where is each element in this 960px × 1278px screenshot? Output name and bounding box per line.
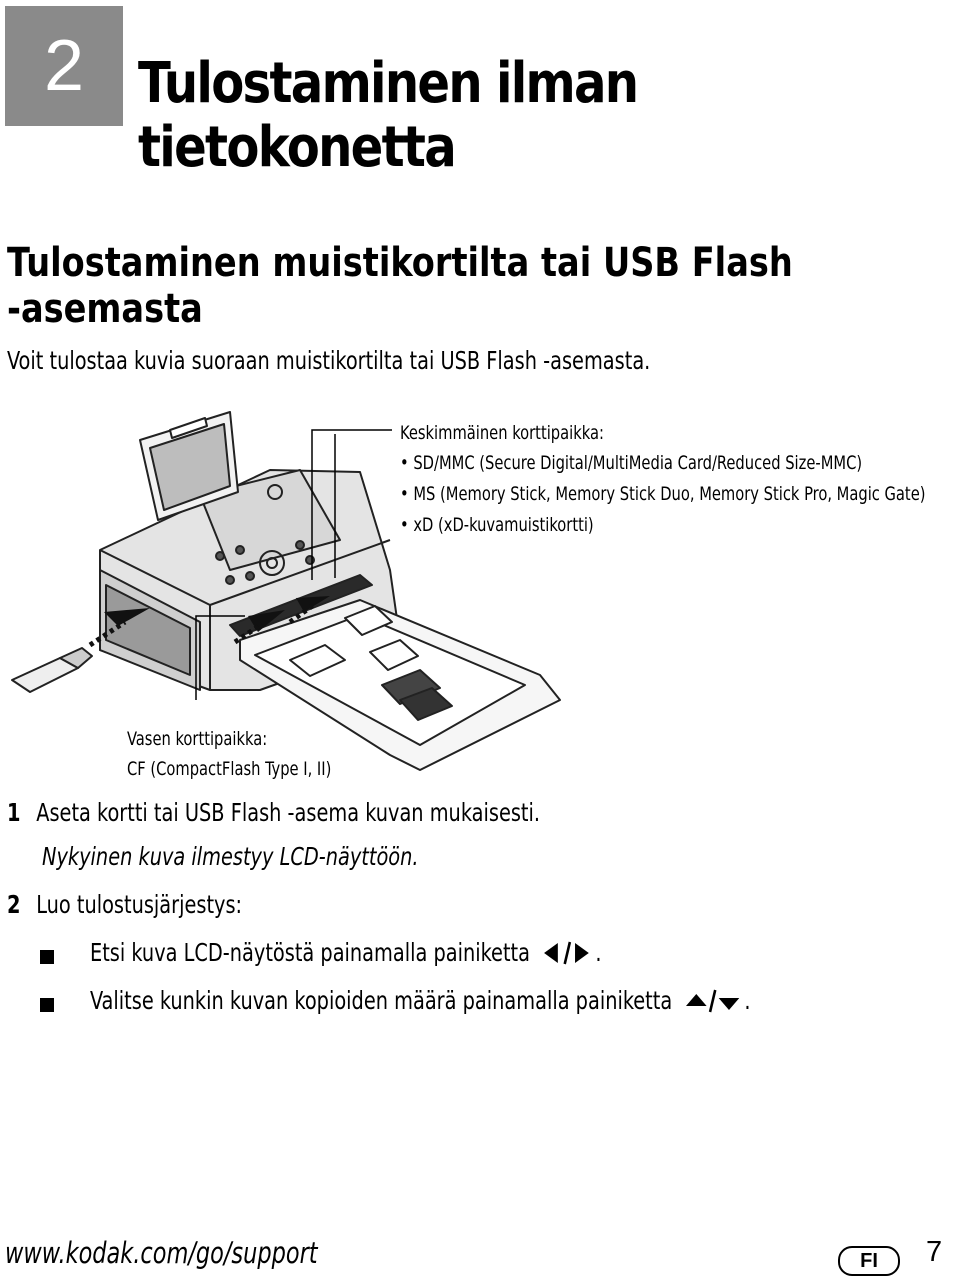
bullet-end: . — [744, 986, 751, 1015]
left-right-arrows-icon — [542, 940, 590, 966]
page-number: 7 — [926, 1236, 943, 1268]
chapter-title-line1: Tulostaminen ilman — [138, 51, 638, 116]
step-text: Aseta kortti tai USB Flash -asema kuvan mukaisesti. — [36, 798, 541, 827]
bullet-end: . — [595, 938, 602, 967]
chapter-number: 2 — [43, 26, 85, 106]
section-title — [7, 240, 793, 332]
step-1 — [7, 798, 540, 827]
middle-slot-title: Keskimmäinen korttipaikka: — [400, 422, 604, 444]
bullet-square-icon — [40, 998, 54, 1012]
section-title-line1: Tulostaminen muistikortilta tai USB Flash — [7, 240, 793, 286]
middle-slot-item: • SD/MMC (Secure Digital/MultiMedia Card/Reduced Size-MMC) — [400, 452, 863, 474]
middle-slot-item: • MS (Memory Stick, Memory Stick Duo, Memory Stick Pro, Magic Gate) — [400, 483, 926, 505]
step-text: Luo tulostusjärjestys: — [36, 890, 243, 919]
language-badge: FI — [838, 1246, 900, 1276]
chapter-title-line2: tietokonetta — [138, 115, 455, 180]
left-slot-detail: CF (CompactFlash Type I, II) — [127, 758, 332, 780]
up-down-arrows-icon — [684, 988, 739, 1014]
section-intro: Voit tulostaa kuvia suoraan muistikortilta tai USB Flash -asemasta. — [7, 346, 651, 375]
step-number: 1 — [7, 798, 21, 827]
step-1-result: Nykyinen kuva ilmestyy LCD-näyttöön. — [42, 842, 419, 871]
bullet-square-icon — [40, 950, 54, 964]
bullet-text: Etsi kuva LCD-näytöstä painamalla painiketta — [90, 938, 530, 967]
bullet-text: Valitse kunkin kuvan kopioiden määrä painamalla painiketta — [90, 986, 673, 1015]
step-2 — [7, 890, 242, 919]
chapter-title — [138, 52, 637, 180]
section-title-line2: -asemasta — [7, 286, 203, 332]
support-url: www.kodak.com/go/support — [5, 1236, 318, 1270]
step-number: 2 — [7, 890, 21, 919]
middle-slot-item: • xD (xD-kuvamuistikortti) — [400, 514, 594, 536]
left-slot-caption — [127, 724, 331, 784]
left-slot-title: Vasen korttipaikka: — [127, 728, 268, 750]
